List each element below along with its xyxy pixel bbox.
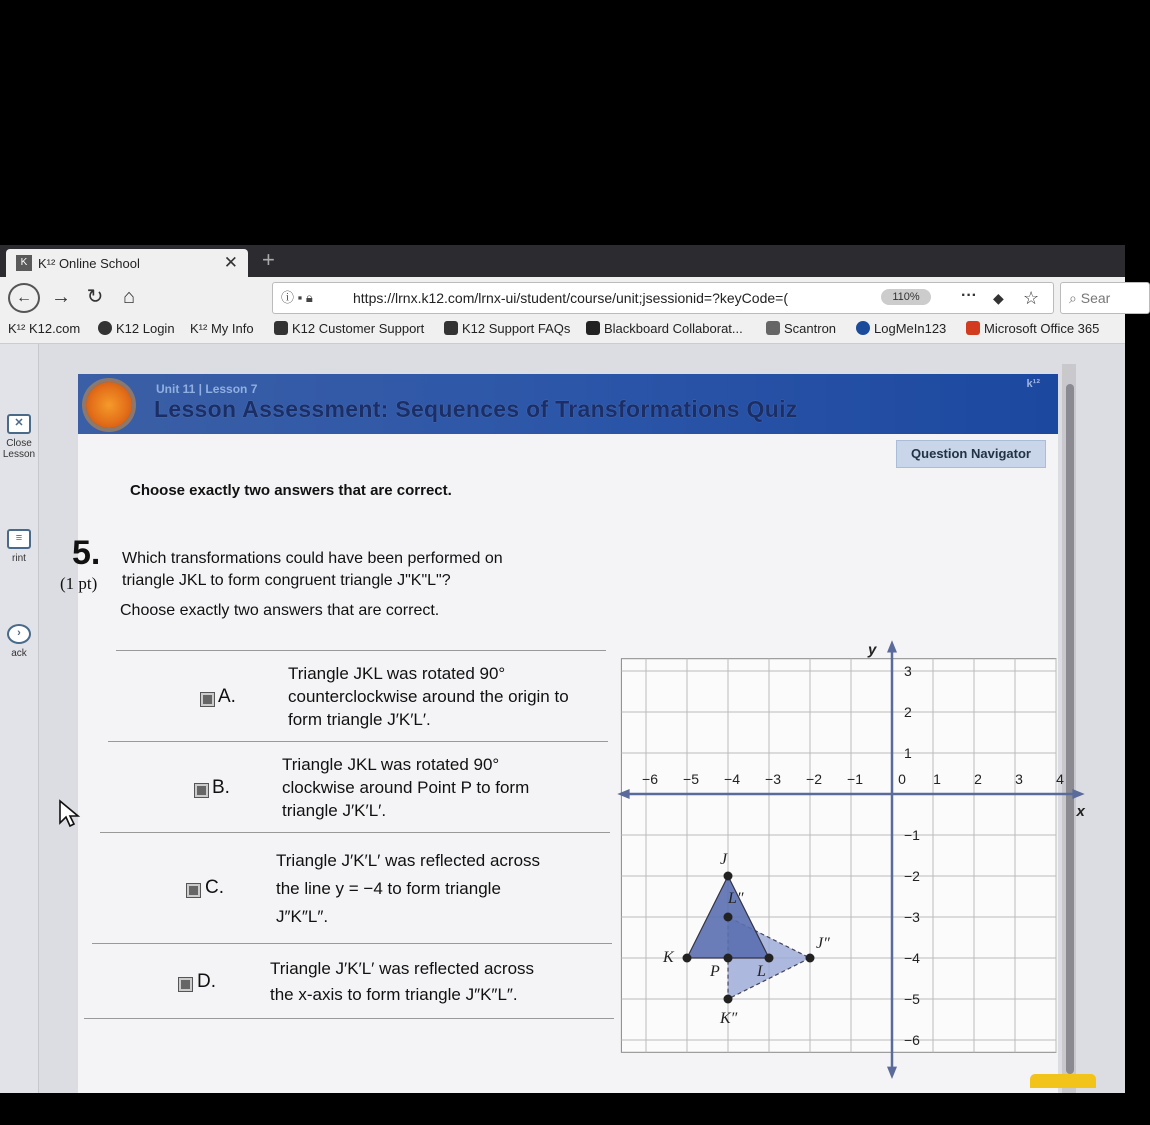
bookmark-customer-support[interactable]: K12 Customer Support [274,321,424,336]
submit-button[interactable] [1030,1074,1096,1088]
question-choose: Choose exactly two answers that are correct. [120,602,440,619]
bookmarks-bar [0,317,1125,344]
option-d-text: Triangle J′K′L′ was reflected across the x-axis to form triangle J″K″L″. [270,959,535,1004]
bookmark-logmein[interactable]: LogMeIn123 [856,321,946,336]
label-l2: L″ [728,890,744,907]
logmein-icon [856,321,870,335]
option-b-text: Triangle JKL was rotated 90° clockwise around Point P to form triangle J′K′L′. [282,755,530,820]
x-tick-label: 0 [898,771,906,787]
x-tick-label: 4 [1056,771,1064,787]
x-axis-label: x [1076,803,1085,820]
point-l2 [724,913,733,922]
search-placeholder: Sear [1080,290,1111,306]
divider [84,1018,614,1019]
option-a-letter: A. [218,686,236,707]
scantron-icon [766,321,780,335]
bookmark-office365[interactable]: Microsoft Office 365 [966,321,1099,336]
y-tick-label: −5 [904,991,920,1007]
bookmark-k12-com[interactable]: K¹² K12.com [8,321,81,336]
point-j [724,872,733,881]
reload-icon[interactable]: ↻ [86,286,104,308]
back-icon: › [7,624,31,644]
search-icon: ⌕ [1069,290,1081,306]
instruction-top: Choose exactly two answers that are correct. [130,482,452,499]
option-d-checkbox[interactable] [178,977,193,992]
label-l: L [757,963,766,980]
divider [100,832,610,833]
divider [116,650,606,651]
x-tick-label: −1 [847,771,863,787]
close-lesson-button[interactable]: ✕ Close Lesson [0,414,38,460]
tab-bar [0,245,1125,277]
k12-favicon-icon: K [16,255,32,271]
forward-arrow-icon[interactable]: → [51,286,71,308]
bookmark-support-faqs[interactable]: K12 Support FAQs [444,321,570,336]
print-button[interactable]: ≡ rint [0,529,38,564]
bookmark-my-info[interactable]: K¹² My Info [190,321,254,336]
point-p [724,954,733,963]
pocket-icon[interactable]: ◆ [993,290,1004,306]
question-navigator-button[interactable]: Question Navigator [896,440,1046,468]
x-tick-label: 2 [974,771,982,787]
option-c-checkbox[interactable] [186,883,201,898]
graph-grid [621,659,1056,1053]
x-tick-label: −6 [642,771,658,787]
x-axis-arrow [1072,789,1084,799]
point-k [683,954,692,963]
divider [108,741,608,742]
coordinate-graph [620,641,1090,1114]
question-points: (1 pt) [60,574,98,593]
bookmark-scantron[interactable]: Scantron [766,321,836,336]
blackboard-icon [586,321,600,335]
close-icon: ✕ [7,414,31,434]
bookmark-icon [274,321,288,335]
option-a-checkbox[interactable] [200,692,215,707]
home-icon[interactable]: ⌂ [122,286,136,308]
label-k: K [663,949,674,966]
sun-logo-icon [86,382,132,428]
option-d-letter: D. [197,971,216,992]
office-icon [966,321,980,335]
k12-tag: k¹² [1026,378,1040,390]
x-tick-label: −4 [724,771,740,787]
point-l [765,954,774,963]
label-j: J [720,851,728,868]
y-tick-label: −3 [904,909,920,925]
more-actions-icon[interactable]: ··· [961,287,977,304]
label-j2: J″ [816,935,830,952]
globe-icon [98,321,112,335]
tab-title: K¹² Online School [38,255,140,271]
point-j2 [806,954,815,963]
print-icon: ≡ [7,529,31,549]
back-button[interactable]: › ack [0,624,38,659]
quiz-title: Lesson Assessment: Sequences of Transformations Quiz [154,396,798,422]
y-tick-label: −1 [904,827,920,843]
navigation-bar [0,277,1125,317]
y-axis-arrow-down [887,1067,897,1079]
y-tick-label: −6 [904,1032,920,1048]
search-input[interactable] [1060,282,1150,314]
site-info-icon[interactable]: ⓘ ▪ 🔒︎ [281,290,313,305]
option-b-checkbox[interactable] [194,783,209,798]
bookmark-star-icon[interactable]: ☆ [1023,288,1040,308]
y-axis-label: y [868,641,877,659]
question-number: 5. [72,534,101,572]
x-tick-label: 3 [1015,771,1023,787]
label-k2: K″ [720,1010,738,1027]
tab-k12-online-school[interactable] [6,249,248,277]
divider [92,943,612,944]
back-arrow-icon[interactable]: ← [8,283,40,313]
option-c-letter: C. [205,877,224,898]
address-bar[interactable] [272,282,1054,314]
lesson-banner [78,374,1058,434]
x-tick-label: −5 [683,771,699,787]
y-tick-label: 3 [904,663,912,679]
question-line-1: Which transformations could have been performed on [122,550,503,567]
question-line-2: triangle JKL to form congruent triangle J"K"L"? [122,572,451,589]
browser-window [0,245,1125,1093]
bookmark-icon [444,321,458,335]
point-k2 [724,995,733,1004]
bookmark-k12-login[interactable]: K12 Login [98,321,175,336]
zoom-badge[interactable]: 110% [881,289,931,305]
x-tick-label: 1 [933,771,941,787]
unit-lesson-label: Unit 11 | Lesson 7 [156,382,258,396]
option-a-text: Triangle JKL was rotated 90° counterclockwise around the origin to form triangle J′K′L′. [288,664,569,729]
question-text [122,548,592,592]
mouse-cursor-icon [58,799,80,829]
close-tab-icon[interactable]: ✕ [223,253,238,272]
x-tick-label: −2 [806,771,822,787]
label-p: P [710,963,720,980]
x-tick-label: −3 [765,771,781,787]
left-rail [0,344,39,1093]
y-tick-label: 2 [904,704,912,720]
url-text: https://lrnx.k12.com/lrnx-ui/student/course/unit;jsessionid=?keyCode=( [353,290,788,306]
lesson-page [0,344,1125,1093]
y-tick-label: 1 [904,745,912,761]
bookmark-blackboard[interactable]: Blackboard Collaborat... [586,321,743,336]
new-tab-icon[interactable]: + [262,247,275,272]
option-c-text: Triangle J′K′L′ was reflected across the line y = −4 to form triangle J″K″L″. [276,851,541,926]
option-b-letter: B. [212,777,230,798]
y-tick-label: −4 [904,950,920,966]
y-tick-label: −2 [904,868,920,884]
